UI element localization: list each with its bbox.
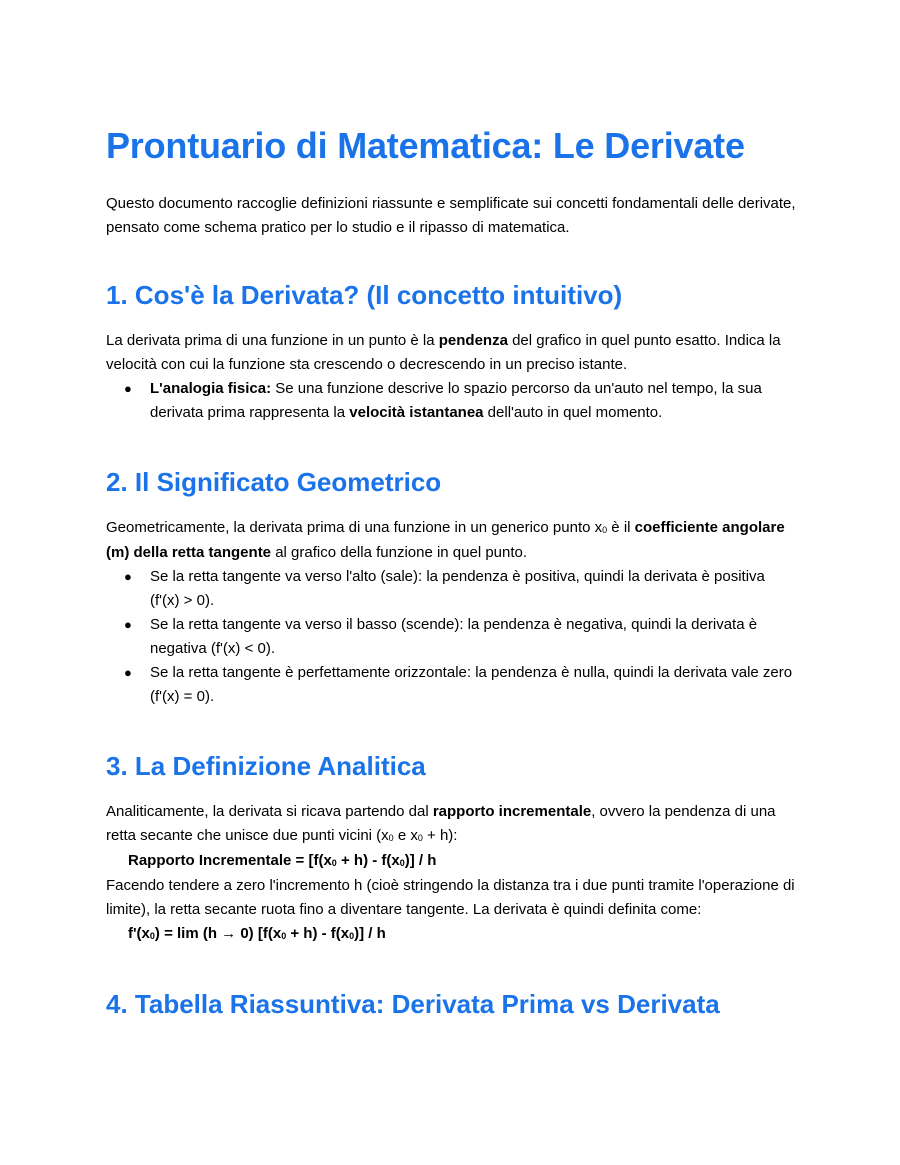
section2-paragraph: Geometricamente, la derivata prima di una funzione in un generico punto $x_0$ è il coefficiente angolare (m) della retta tangente al grafico della funzione in quel punto. (106, 519, 785, 561)
section4-heading: 4. Tabella Riassuntiva: Derivata Prima vs Derivata (106, 989, 720, 1019)
section3-paragraph-2: Facendo tendere a zero l'incremento h (cioè stringendo la distanza tra i due punti tramite l'operazione di limite), la retta secante ruota fino a diventare tangente. La derivata è quindi definita come: (106, 877, 795, 918)
section3-paragraph-1: Analiticamente, la derivata si ricava partendo dal rapporto incrementale, ovvero la pendenza di una retta secante che unisce due punti vicini ($x_0$ e $x_0 + h$): (106, 803, 776, 844)
formula-derivata-limite: $f'(x_0) = \lim (h \to 0) [f(x_0 + h) - f(x_0)] / h$ (128, 925, 386, 942)
section1-paragraph: La derivata prima di una funzione in un punto è la pendenza del grafico in quel punto esatto. Indica la velocità con cui la funzione sta crescendo o decrescendo in un preciso istante. (106, 332, 781, 373)
bullet-icon: ● (124, 381, 132, 396)
bullet-icon: ● (124, 617, 132, 632)
document-content (106, 122, 796, 1021)
list-item: ● Se la retta tangente va verso l'alto (sale): la pendenza è positiva, quindi la derivata è positiva (f'(x) > 0). (106, 565, 796, 613)
list-item: ● Se la retta tangente è perfettamente orizzontale: la pendenza è nulla, quindi la derivata vale zero (f'(x) = 0). (106, 661, 796, 709)
section2-list (106, 565, 796, 709)
list-item: ● Se la retta tangente va verso il basso (scende): la pendenza è negativa, quindi la derivata è negativa (f'(x) < 0). (106, 613, 796, 661)
page-title: Prontuario di Matematica: Le Derivate (106, 125, 745, 166)
section1-list (106, 377, 796, 425)
intro-paragraph: Questo documento raccoglie definizioni riassunte e semplificate sui concetti fondamentali delle derivate, pensato come schema pratico per lo studio e il ripasso di matematica. (106, 195, 796, 236)
formula-rapporto-incrementale: Rapporto Incrementale = $[f(x_0 + h) - f(x_0)] / h$ (128, 852, 437, 869)
section2-heading: 2. Il Significato Geometrico (106, 467, 442, 497)
bullet-icon: ● (124, 569, 132, 584)
bullet-icon: ● (124, 665, 132, 680)
list-item: ● L'analogia fisica: Se una funzione descrive lo spazio percorso da un'auto nel tempo, la sua derivata prima rappresenta la velocità istantanea dell'auto in quel momento. (106, 377, 796, 425)
section1-heading: 1. Cos'è la Derivata? (Il concetto intuitivo) (106, 280, 623, 310)
section3-heading: 3. La Definizione Analitica (106, 751, 426, 781)
